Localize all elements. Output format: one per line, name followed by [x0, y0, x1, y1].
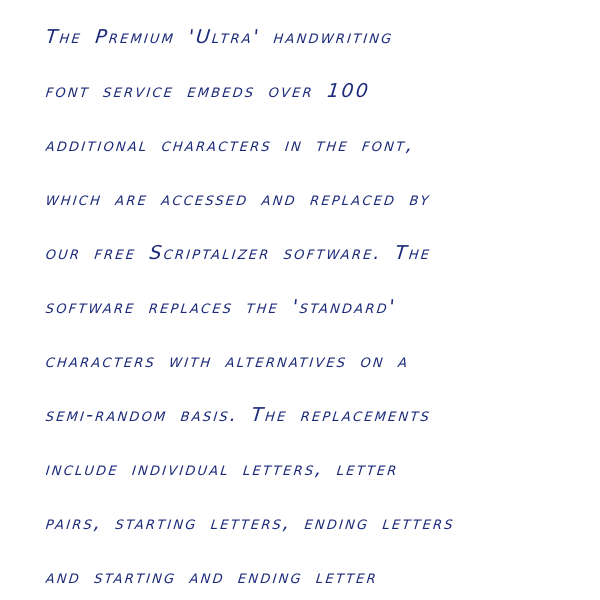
text-line-11: and starting and ending letter: [44, 566, 380, 588]
text-line-7: characters with alternatives on a: [44, 350, 411, 372]
text-line-3: additional characters in the font,: [44, 134, 416, 156]
text-line-2: font service embeds over 100: [44, 80, 372, 102]
text-line-8: semi-random basis. The replacements: [44, 404, 433, 426]
text-line-4: which are accessed and replaced by: [44, 188, 432, 210]
text-line-10: pairs, starting letters, ending letters: [44, 512, 457, 534]
text-line-9: include individual letters, letter: [44, 458, 400, 480]
text-line-6: software replaces the 'standard': [44, 296, 398, 318]
text-line-5: our free Scriptalizer software. The: [44, 242, 433, 264]
text-line-1: The Premium 'Ultra' handwriting: [44, 26, 395, 48]
